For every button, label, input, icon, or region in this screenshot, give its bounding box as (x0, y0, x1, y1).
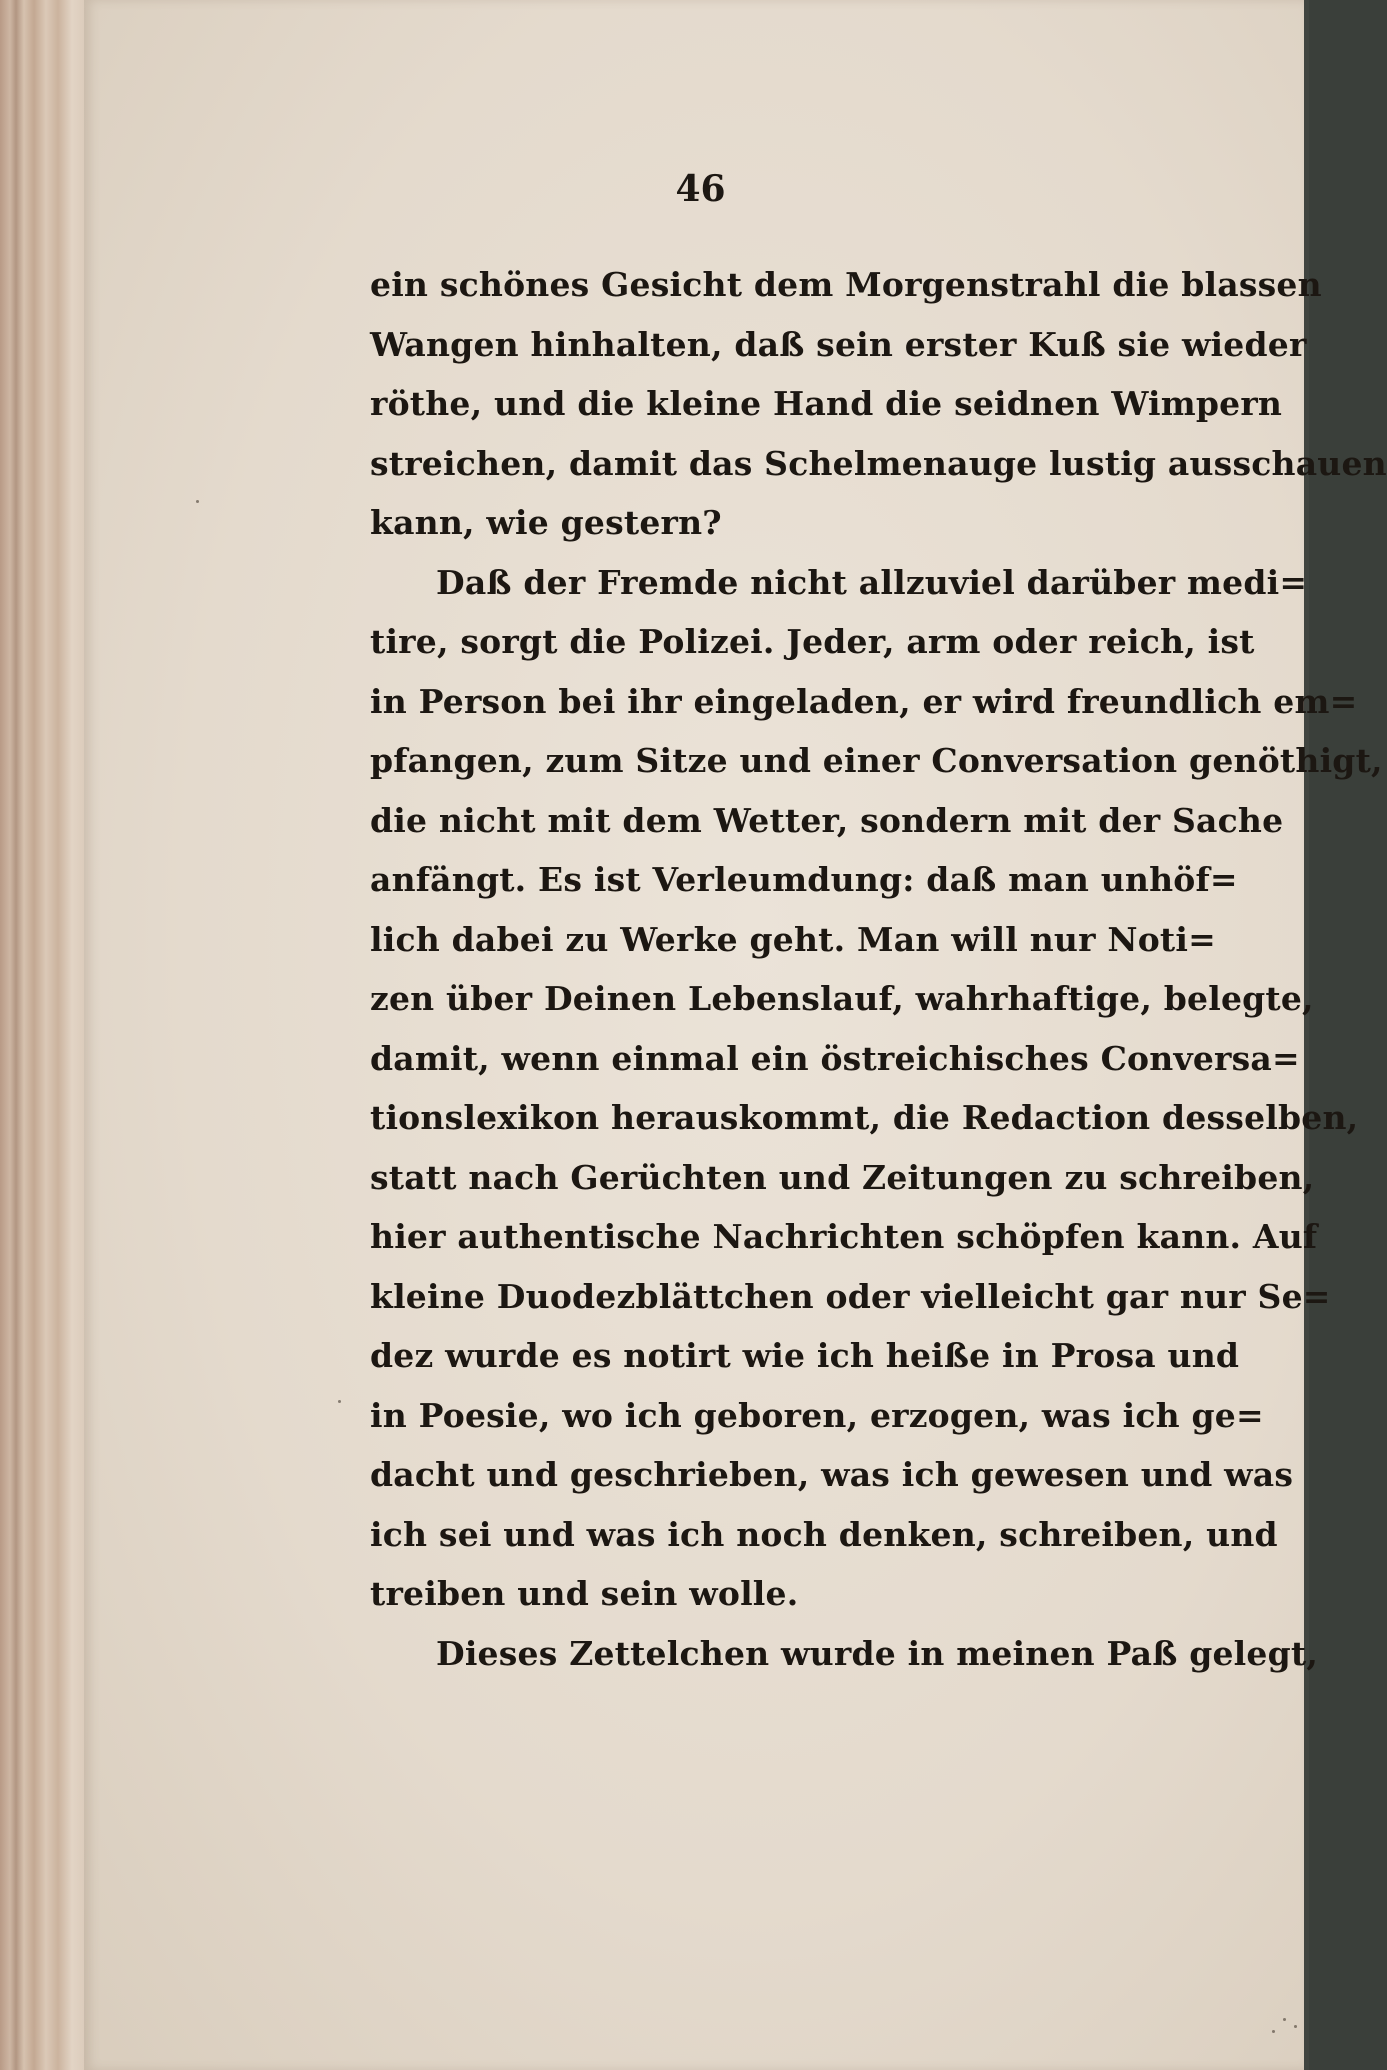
text-line: pfangen, zum Sitze und einer Conversation genöthigt, (370, 741, 1383, 780)
text-line: ich sei und was ich noch denken, schreiben, und (370, 1514, 1278, 1554)
body-text (370, 255, 1387, 1683)
paper-speck (1294, 2025, 1297, 2028)
text-line: Daß der Fremde nicht allzuviel darüber medi= (436, 562, 1308, 602)
text-line: hier authentische Nachrichten schöpfen kann. Auf (370, 1217, 1318, 1256)
text-line: streichen, damit das Schelmenauge lustig ausschauen (370, 443, 1387, 483)
text-line: dacht und geschrieben, was ich gewesen und was (370, 1455, 1294, 1494)
text-line: ein schönes Gesicht dem Morgenstrahl die blassen (370, 265, 1322, 304)
text-line: in Poesie, wo ich geboren, erzogen, was ich ge= (370, 1395, 1264, 1435)
page-stack-edge (0, 0, 90, 2070)
text-line: damit, wenn einmal ein östreichisches Conversa= (370, 1038, 1300, 1078)
text-line: kleine Duodezblättchen oder vielleicht gar nur Se= (370, 1276, 1331, 1316)
text-line: treiben und sein wolle. (370, 1574, 799, 1613)
text-line: anfängt. Es ist Verleumdung: daß man unhöf= (370, 860, 1238, 899)
text-line: tionslexikon herauskommt, die Redaction desselben, (370, 1098, 1359, 1137)
paper-speck (1272, 2030, 1275, 2033)
text-line: Dieses Zettelchen wurde in meinen Paß gelegt, (436, 1633, 1319, 1673)
text-line: tire, sorgt die Polizei. Jeder, arm oder reich, ist (370, 622, 1255, 661)
text-line: lich dabei zu Werke geht. Man will nur Noti= (370, 919, 1216, 959)
text-line: dez wurde es notirt wie ich heiße in Prosa und (370, 1336, 1240, 1375)
text-line: röthe, und die kleine Hand die seidnen Wimpern (370, 384, 1283, 423)
text-line: statt nach Gerüchten und Zeitungen zu schreiben, (370, 1157, 1315, 1197)
paper-speck (338, 1400, 341, 1403)
page-number: 46 (675, 168, 726, 210)
text-line: zen über Deinen Lebenslauf, wahrhaftige, belegte, (370, 979, 1314, 1018)
text-line: Wangen hinhalten, daß sein erster Kuß sie wieder (370, 324, 1307, 364)
text-line: in Person bei ihr eingeladen, er wird freundlich em= (370, 681, 1358, 721)
paper-speck (196, 500, 199, 503)
text-line: kann, wie gestern? (370, 503, 722, 542)
text-line: die nicht mit dem Wetter, sondern mit der Sache (370, 800, 1284, 840)
paper-speck (1283, 2018, 1286, 2021)
